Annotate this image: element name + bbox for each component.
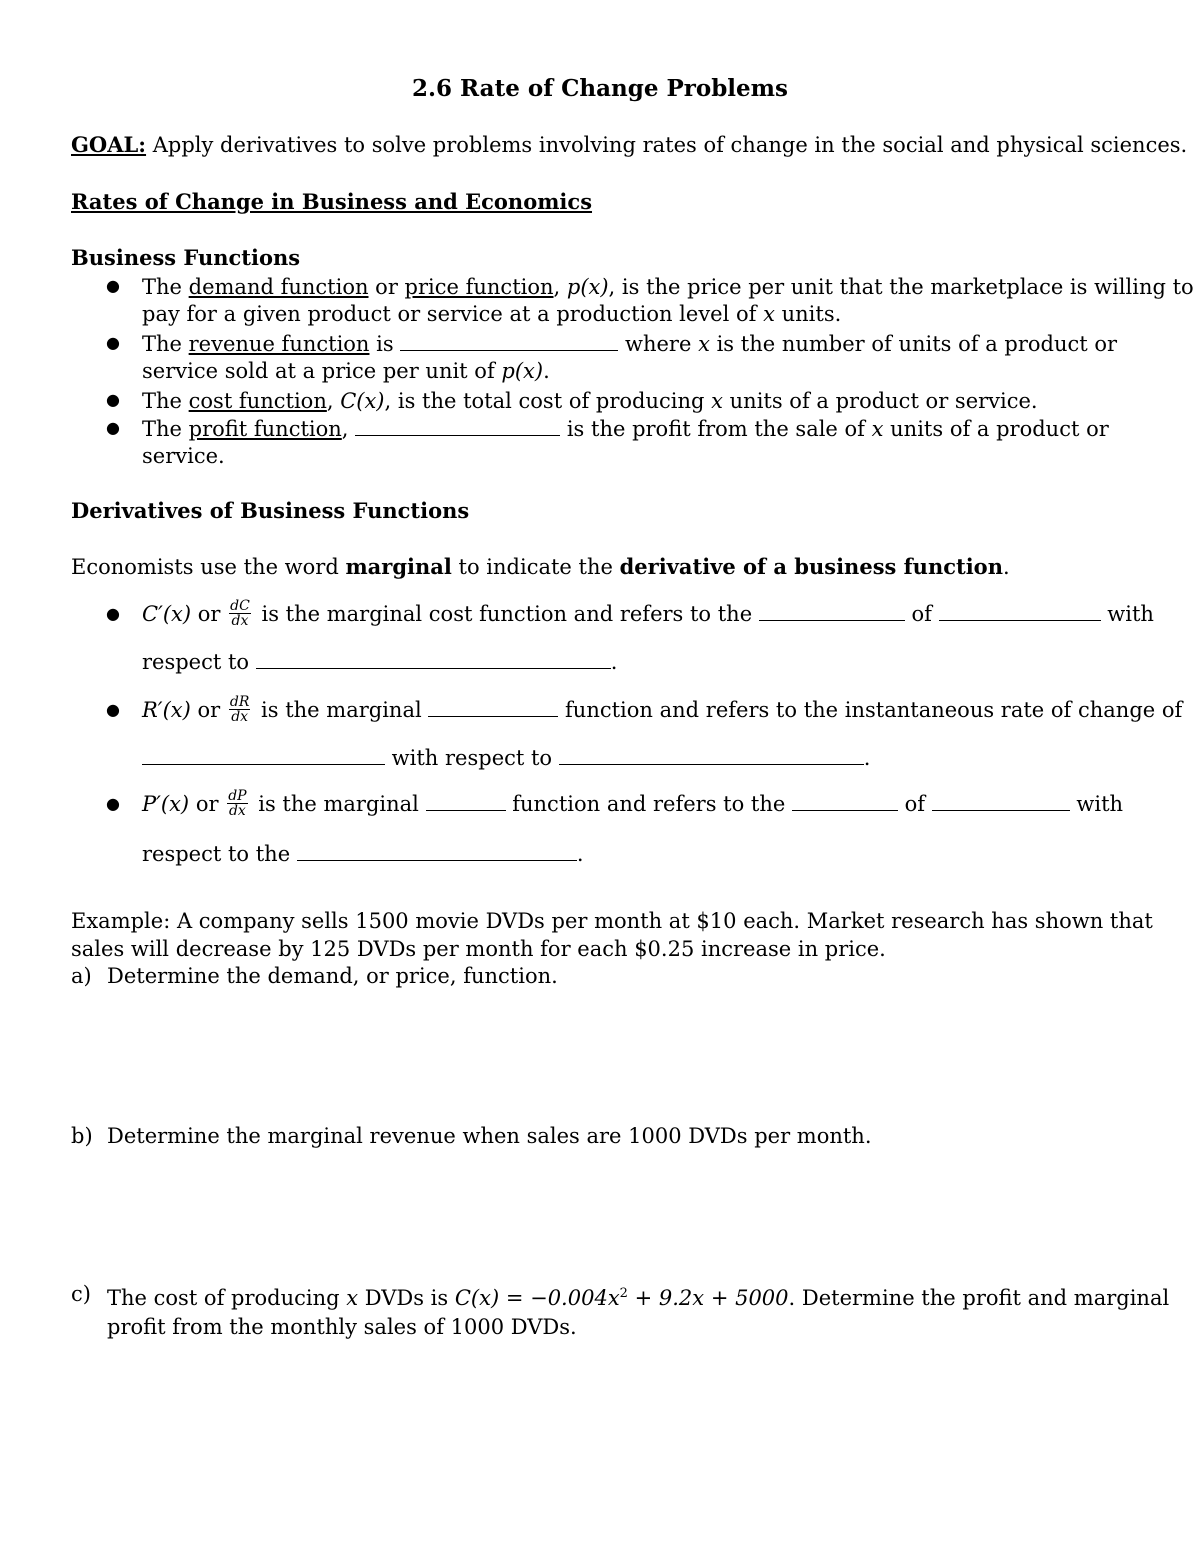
answer-blank[interactable] [256, 650, 611, 669]
marginal-revenue-line1: R′(x) or $\frac{dR}{dx}$ is the marginal function and refers to the instantaneous rate of change of [142, 694, 1183, 725]
dc-dx-fraction: $\frac{dC}{dx}$ [230, 598, 250, 629]
bullet-cost-line1: The cost function, C(x), is the total cost of producing x units of a product or service. [142, 389, 1038, 413]
bullet-icon: ● [106, 333, 120, 352]
part-c-line1: The cost of producing x DVDs is $C(x) = -0.004x^2 + 9.2x + 5000$. Determine the profit and marginal [107, 1286, 1170, 1310]
dr-dx-fraction: $\frac{dR}{dx}$ [229, 694, 250, 725]
page-title: 2.6 Rate of Change Problems [412, 75, 788, 102]
bullet-demand-line2: pay for a given product or service at a production level of x units. [142, 302, 842, 326]
part-c-line2: profit from the monthly sales of 1000 DVDs. [107, 1315, 577, 1339]
bullet-icon: ● [106, 276, 120, 295]
answer-blank[interactable] [355, 417, 560, 436]
marginal-profit-line2: respect to the . [142, 842, 584, 866]
example-line2: sales will decrease by 125 DVDs per month for each $0.25 increase in price. [71, 937, 886, 961]
answer-blank[interactable] [428, 698, 558, 717]
term-price-function: price function [404, 275, 554, 299]
bullet-revenue-line2: service sold at a price per unit of p(x). [142, 359, 550, 383]
term-profit-function: profit function [188, 417, 342, 441]
answer-blank[interactable] [939, 602, 1101, 621]
answer-blank[interactable] [400, 332, 618, 351]
example-line1: Example: A company sells 1500 movie DVDs per month at $10 each. Market research has shown that [71, 909, 1153, 933]
marginal-cost-line2: respect to . [142, 650, 618, 674]
bullet-icon: ● [106, 794, 120, 813]
bullet-icon: ● [106, 604, 120, 623]
answer-blank[interactable] [759, 602, 905, 621]
goal-line [71, 132, 1187, 158]
subheading-derivatives: Derivatives of Business Functions [71, 498, 470, 523]
marginal-cost-line1: C′(x) or $\frac{dC}{dx}$ is the marginal cost function and refers to the of with [142, 598, 1154, 629]
bullet-revenue-line1: The revenue function is where x is the number of units of a product or [142, 332, 1118, 356]
part-a-label: a) [71, 964, 92, 988]
cost-formula: C(x) = −0.004x [454, 1286, 620, 1310]
section-heading-business: Rates of Change in Business and Economics [71, 189, 593, 214]
part-a-text: Determine the demand, or price, function. [107, 964, 558, 988]
marginal-revenue-line2: with respect to . [142, 745, 870, 771]
goal-label: GOAL: [71, 132, 147, 157]
answer-blank[interactable] [559, 746, 864, 765]
bullet-icon: ● [106, 390, 120, 409]
bullet-profit-line2: service. [142, 444, 225, 468]
answer-blank[interactable] [142, 746, 385, 765]
bullet-profit-line1: The profit function, is the profit from the sale of x units of a product or [142, 417, 1109, 441]
bullet-demand-line1: The demand function or price function, p(x), is the price per unit that the marketplace is willing to [142, 275, 1194, 299]
term-cost-function: cost function [188, 389, 327, 413]
bullet-icon: ● [106, 700, 120, 719]
answer-blank[interactable] [297, 842, 577, 861]
dp-dx-fraction: $\frac{dP}{dx}$ [228, 788, 247, 819]
term-revenue-function: revenue function [188, 332, 370, 356]
answer-blank[interactable] [792, 792, 898, 811]
part-c-label: c) [71, 1282, 91, 1306]
term-demand-function: demand function [188, 275, 369, 299]
part-b-label: b) [71, 1124, 93, 1148]
subheading-business-functions: Business Functions [71, 245, 301, 270]
marginal-profit-line1: P′(x) or $\frac{dP}{dx}$ is the marginal function and refers to the of with [142, 788, 1124, 819]
goal-text: Apply derivatives to solve problems involving rates of change in the social and physical sciences. [152, 133, 1188, 157]
part-b-text: Determine the marginal revenue when sales are 1000 DVDs per month. [107, 1124, 872, 1148]
answer-blank[interactable] [426, 792, 506, 811]
answer-blank[interactable] [932, 792, 1070, 811]
marginal-intro: Economists use the word marginal to indicate the derivative of a business function. [71, 554, 1010, 579]
bullet-icon: ● [106, 418, 120, 437]
